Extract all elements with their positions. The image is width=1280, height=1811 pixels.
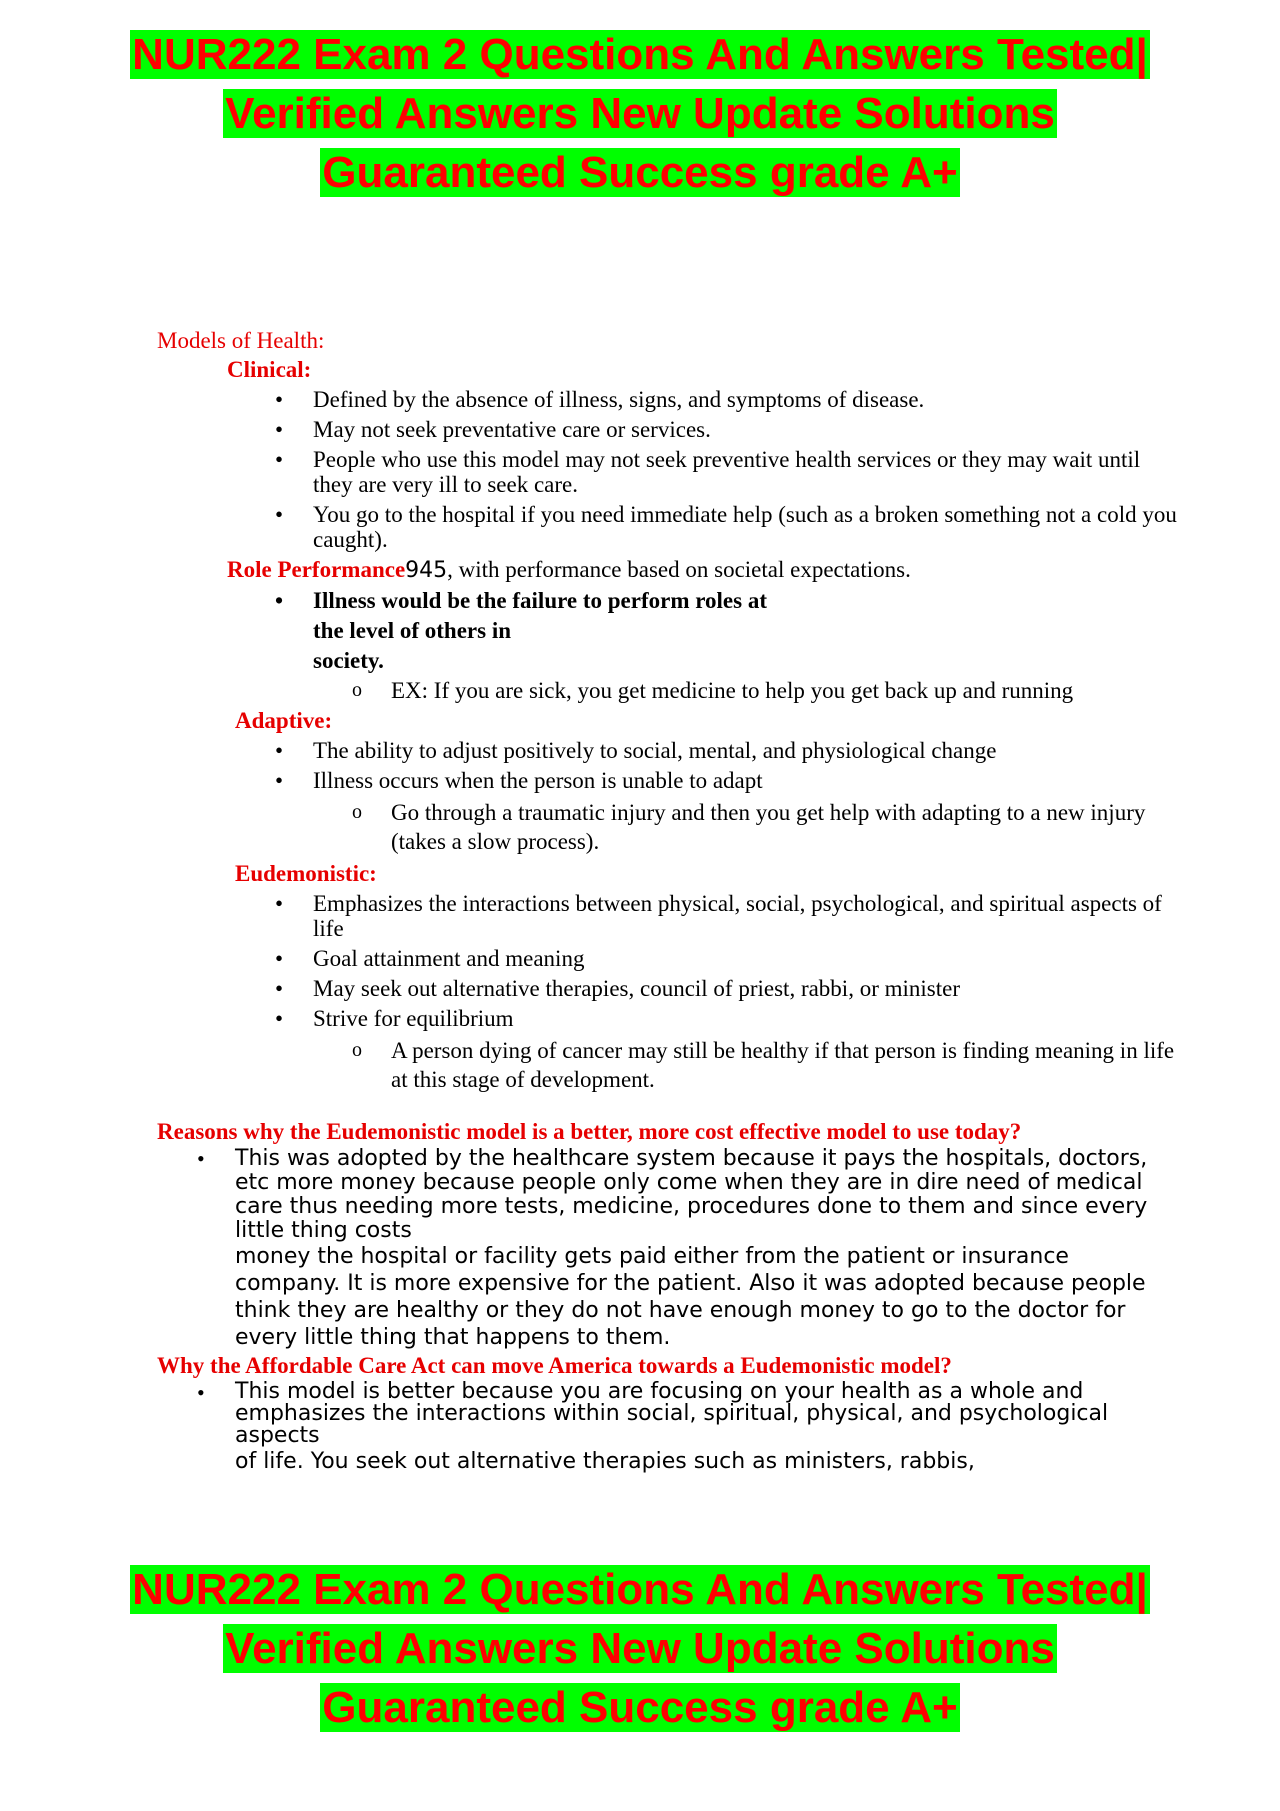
banner-line-1: NUR222 Exam 2 Questions And Answers Tested|: [132, 30, 1148, 79]
eudemonistic-list: [157, 891, 1177, 1031]
banner-line-2: Verified Answers New Update Solutions: [225, 1624, 1055, 1673]
eudemonistic-sublist: [157, 1036, 1177, 1094]
question-2-heading: Why the Affordable Care Act can move America towards a Eudemonistic model?: [157, 1353, 952, 1378]
answer-2-part-1: • This model is better because you are focusing on your health as a whole and emphasizes the interactions within social, spiritual, physical, and psychological aspects: [235, 1379, 1109, 1448]
list-item: • Goal attainment and meaning: [157, 946, 1177, 971]
models-heading: Models of Health:: [157, 328, 325, 353]
banner-line-3: Guaranteed Success grade A+: [322, 148, 958, 197]
role-performance-number: 945: [405, 558, 448, 583]
clinical-list: [157, 387, 1177, 552]
list-item: o EX: If you are sick, you get medicine to help you get back up and running: [157, 678, 1177, 703]
list-item: • May not seek preventative care or services.: [157, 417, 1177, 442]
list-item: [157, 588, 1177, 673]
list-item: o A person dying of cancer may still be healthy if that person is finding meaning in life at this stage of development.: [157, 1036, 1177, 1094]
role-performance-list: [157, 588, 1177, 673]
answer-2-part-2: of life. You seek out alternative therapies such as ministers, rabbis,: [235, 1449, 975, 1474]
list-item: • Emphasizes the interactions between physical, social, psychological, and spiritual aspects of life: [157, 891, 1177, 941]
question-1-heading: Reasons why the Eudemonistic model is a better, more cost effective model to use today?: [157, 1119, 1022, 1144]
list-item: • You go to the hospital if you need immediate help (such as a broken something not a cold you caught).: [157, 502, 1177, 552]
answer-1-part-2: money the hospital or facility gets paid either from the patient or insurance company. It is more expensive for the patient. Also it was adopted because people think they are healthy or they do not have enough money to go to the doctor for every little thing that happens to them.: [235, 1244, 1146, 1350]
role-performance-title: Role Performance: [227, 557, 406, 582]
banner-line-2: Verified Answers New Update Solutions: [225, 89, 1055, 138]
adaptive-sublist: [157, 798, 1177, 856]
list-item: • Defined by the absence of illness, signs, and symptoms of disease.: [157, 387, 1177, 412]
list-item: • The ability to adjust positively to social, mental, and physiological change: [157, 738, 1177, 763]
banner-line-1: NUR222 Exam 2 Questions And Answers Tested|: [132, 1565, 1148, 1614]
title-banner-bottom: [0, 1560, 1280, 1737]
list-item: • Illness occurs when the person is unable to adapt: [157, 768, 1177, 793]
role-performance-text: , with performance based on societal expectations.: [447, 557, 911, 582]
list-item: • Strive for equilibrium: [157, 1006, 1177, 1031]
role-bullet-line-2: the level of others in: [313, 618, 512, 643]
role-bullet-line-1: • Illness would be the failure to perform roles at: [313, 588, 768, 613]
banner-line-3: Guaranteed Success grade A+: [322, 1683, 958, 1732]
list-item: o Go through a traumatic injury and then you get help with adapting to a new injury (takes a slow process).: [157, 798, 1177, 856]
list-item: • People who use this model may not seek preventive health services or they may wait until they are very ill to seek care.: [157, 447, 1177, 497]
adaptive-heading: Adaptive:: [235, 708, 333, 733]
role-performance-sublist: [157, 678, 1177, 703]
question-2-answer: [157, 1381, 1177, 1477]
list-item: • May seek out alternative therapies, council of priest, rabbi, or minister: [157, 976, 1177, 1001]
list-item: [157, 1381, 1177, 1477]
role-bullet-line-3: society.: [313, 648, 384, 673]
eudemonistic-heading: Eudemonistic:: [235, 861, 377, 886]
document-body: [157, 328, 1177, 1479]
question-1-answer: [157, 1147, 1177, 1351]
list-item: [157, 1147, 1177, 1351]
clinical-heading: Clinical:: [227, 357, 312, 382]
answer-1-part-1: • This was adopted by the healthcare system because it pays the hospitals, doctors, etc more money because people only come when they are in dire need of medical care thus needing more tests, medicine, procedures done to them and since every little thing costs: [235, 1146, 1148, 1243]
adaptive-list: [157, 738, 1177, 793]
role-performance-heading: [157, 557, 1177, 583]
title-banner-top: [0, 25, 1280, 202]
